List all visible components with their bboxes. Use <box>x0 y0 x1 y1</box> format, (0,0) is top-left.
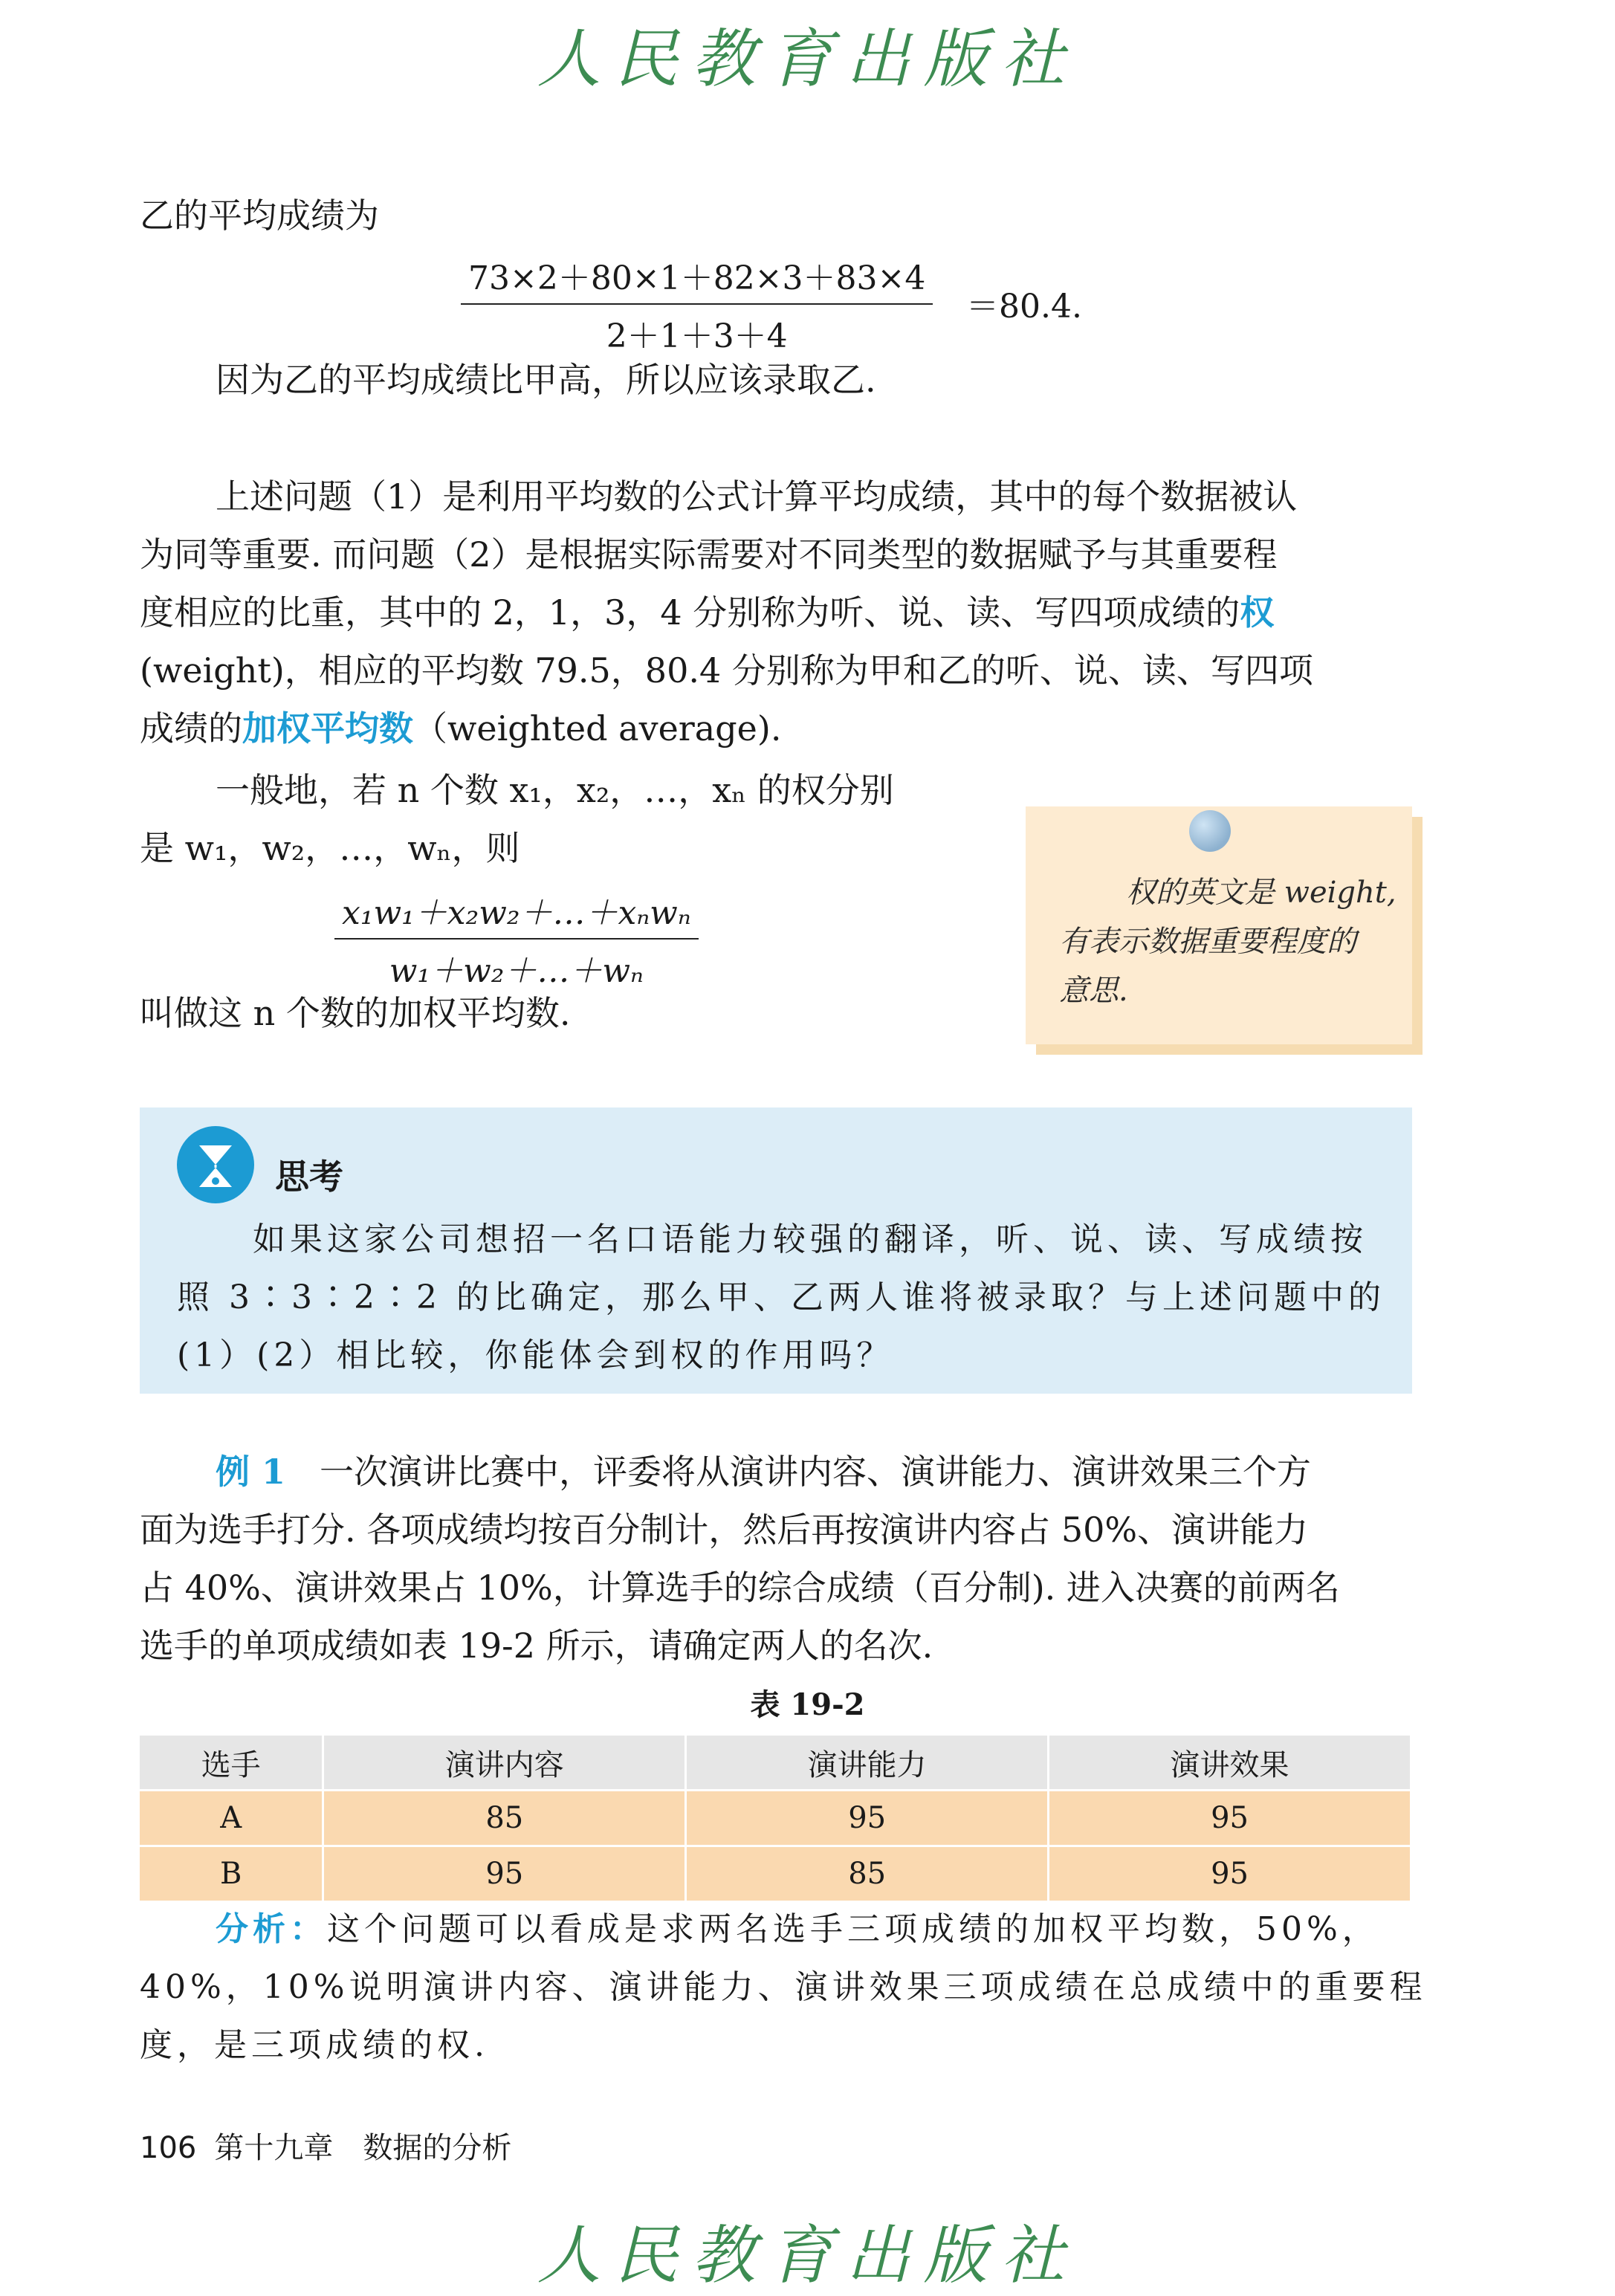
paragraph-1-line-3-text: 度相应的比重，其中的 2，1，3，4 分别称为听、说、读、写四项成绩的 <box>140 592 1240 633</box>
example-line-1-text: 一次演讲比赛中，评委将从演讲内容、演讲能力、演讲效果三个方 <box>320 1452 1312 1492</box>
chapter-title: 第十九章 数据的分析 <box>214 2131 512 2165</box>
table-cell: 85 <box>323 1791 686 1846</box>
formula-1-result: ＝80.4. <box>966 288 1082 326</box>
paragraph-1-line-3 <box>140 592 1274 633</box>
table-cell: 85 <box>686 1846 1049 1902</box>
table-row <box>140 1846 1411 1902</box>
think-line-3: (1）(2）相比较，你能体会到权的作用吗？ <box>177 1336 894 1374</box>
analysis-line-1 <box>216 1909 1379 1950</box>
example-line-2: 面为选手打分. 各项成绩均按百分制计，然后再按演讲内容占 50%、演讲能力 <box>140 1510 1309 1550</box>
side-note-line-2: 有表示数据重要程度的 <box>1059 925 1356 959</box>
table-cell: A <box>140 1791 323 1846</box>
scores-table <box>140 1736 1412 1903</box>
paragraph-2-line-3: 叫做这 n 个数的加权平均数. <box>140 993 571 1033</box>
think-title: 思考 <box>275 1157 343 1197</box>
analysis-line-3: 度，是三项成绩的权. <box>140 2026 489 2064</box>
table-cell: 95 <box>686 1791 1049 1846</box>
side-note-line-3: 意思. <box>1059 974 1128 1008</box>
paragraph-2-line-1: 一般地，若 n 个数 x₁，x₂，…，xₙ 的权分别 <box>216 770 894 810</box>
table-header: 演讲效果 <box>1049 1736 1411 1791</box>
table-header-row <box>140 1736 1411 1791</box>
term-weight: 权 <box>1240 592 1275 633</box>
publisher-logo-bottom: 人民教育出版社 <box>537 2219 1078 2293</box>
analysis-line-2: 40%，10%说明演讲内容、演讲能力、演讲效果三项成绩在总成绩中的重要程 <box>140 1968 1427 2006</box>
paragraph-1-line-5 <box>140 708 781 749</box>
paragraph-2-line-2: 是 w₁，w₂，…，wₙ，则 <box>140 828 520 868</box>
table-cell: B <box>140 1846 323 1902</box>
example-line-3: 占 40%、演讲效果占 10%，计算选手的综合成绩（百分制). 进入决赛的前两名 <box>140 1568 1340 1608</box>
side-note-text <box>1059 868 1401 1015</box>
table-header: 演讲能力 <box>686 1736 1049 1791</box>
table-header: 演讲内容 <box>323 1736 686 1791</box>
page-number: 106 <box>140 2131 197 2165</box>
page-footer <box>140 2124 511 2167</box>
table-row <box>140 1791 1411 1846</box>
table-cell: 95 <box>1049 1791 1411 1846</box>
think-icon <box>177 1126 254 1203</box>
term-weighted-average: 加权平均数 <box>242 708 413 748</box>
table-header: 选手 <box>140 1736 323 1791</box>
intro-text: 乙的平均成绩为 <box>140 195 379 236</box>
formula-1-denominator: 2＋1＋3＋4 <box>606 317 788 355</box>
formula-1 <box>461 251 933 357</box>
formula-1-numerator: 73×2＋80×1＋82×3＋83×4 <box>468 259 926 297</box>
table-cell: 95 <box>323 1846 686 1902</box>
table-title: 表 19-2 <box>750 1687 865 1722</box>
example-line-4: 选手的单项成绩如表 19-2 所示，请确定两人的名次. <box>140 1626 933 1666</box>
weighted-average-denominator: w₁＋w₂＋…＋wₙ <box>389 952 644 990</box>
publisher-logo: 人民教育出版社 <box>537 22 1078 97</box>
side-note-line-1: 权的英文是 weight, <box>1126 876 1396 910</box>
example-label: 例 1 <box>216 1452 286 1492</box>
example-line-1 <box>216 1451 1311 1493</box>
weighted-average-numerator: x₁w₁＋x₂w₂＋…＋xₙwₙ <box>342 894 691 932</box>
paragraph-1-line-4: (weight)，相应的平均数 79.5，80.4 分别称为甲和乙的听、说、读、写四项 <box>140 650 1313 691</box>
paragraph-1-line-5-b: （weighted average). <box>413 708 782 748</box>
analysis-label: 分析： <box>216 1910 327 1948</box>
paragraph-1-line-1: 上述问题（1）是利用平均数的公式计算平均成绩，其中的每个数据被认 <box>216 476 1298 517</box>
think-line-2: 照 3∶3∶2∶2 的比确定，那么甲、乙两人谁将被录取？与上述问题中的 <box>177 1278 1385 1316</box>
pin-icon <box>1189 810 1231 852</box>
weighted-average-formula <box>334 886 699 992</box>
analysis-line-1-text: 这个问题可以看成是求两名选手三项成绩的加权平均数，50%， <box>327 1910 1379 1948</box>
table-cell: 95 <box>1049 1846 1411 1902</box>
think-line-1: 如果这家公司想招一名口语能力较强的翻译，听、说、读、写成绩按 <box>253 1220 1368 1258</box>
paragraph-1-line-2: 为同等重要. 而问题（2）是根据实际需要对不同类型的数据赋予与其重要程 <box>140 534 1278 575</box>
conclusion-text: 因为乙的平均成绩比甲高，所以应该录取乙. <box>216 360 876 400</box>
paragraph-1-line-5-a: 成绩的 <box>140 708 242 748</box>
